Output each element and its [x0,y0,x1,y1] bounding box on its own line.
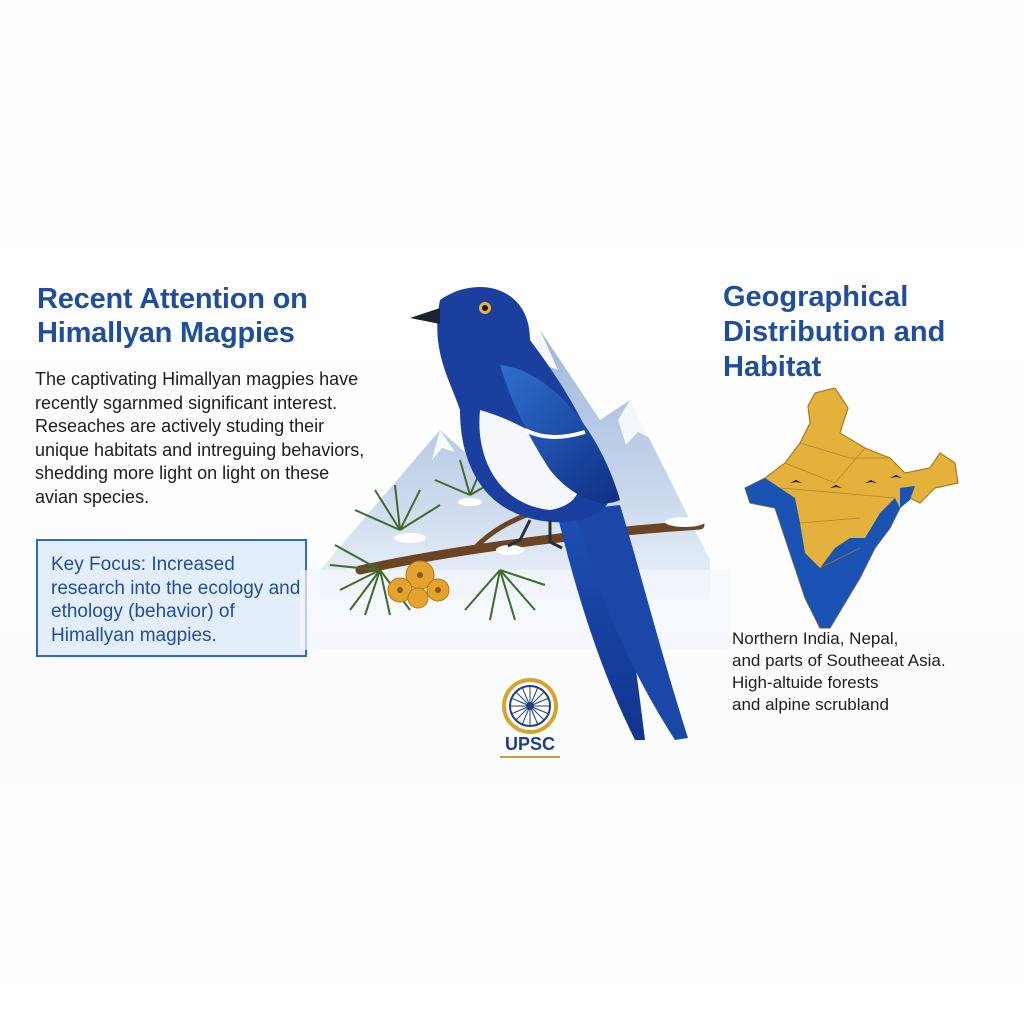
habitat-line-2: and parts of Southeeat Asia. [732,651,946,670]
left-heading: Recent Attention on Himallyan Magpies [37,283,308,349]
habitat-line-3: High-altuide forests [732,673,879,692]
left-body-text: The captivating Himallyan magpies have recently sgarnmed significant interest. Reseaches are actively studing their unique habitats and intreguing behaviors, shedding more light on light on these avian species. [35,369,365,507]
key-focus-box [36,539,307,657]
habitat-line-4: and alpine scrubland [732,695,889,714]
right-body-text [732,628,1002,716]
india-map-illustration [740,388,965,633]
emblem-label: UPSC [504,734,555,754]
emblem-underline [500,756,560,758]
key-focus-text: Key Focus: Increased research into the ecology and ethology (behavior) of Himallyan magpies. [51,554,301,646]
habitat-line-1: Northern India, Nepal, [732,629,899,648]
right-heading: Geographical Distribution and Habitat [723,281,946,383]
